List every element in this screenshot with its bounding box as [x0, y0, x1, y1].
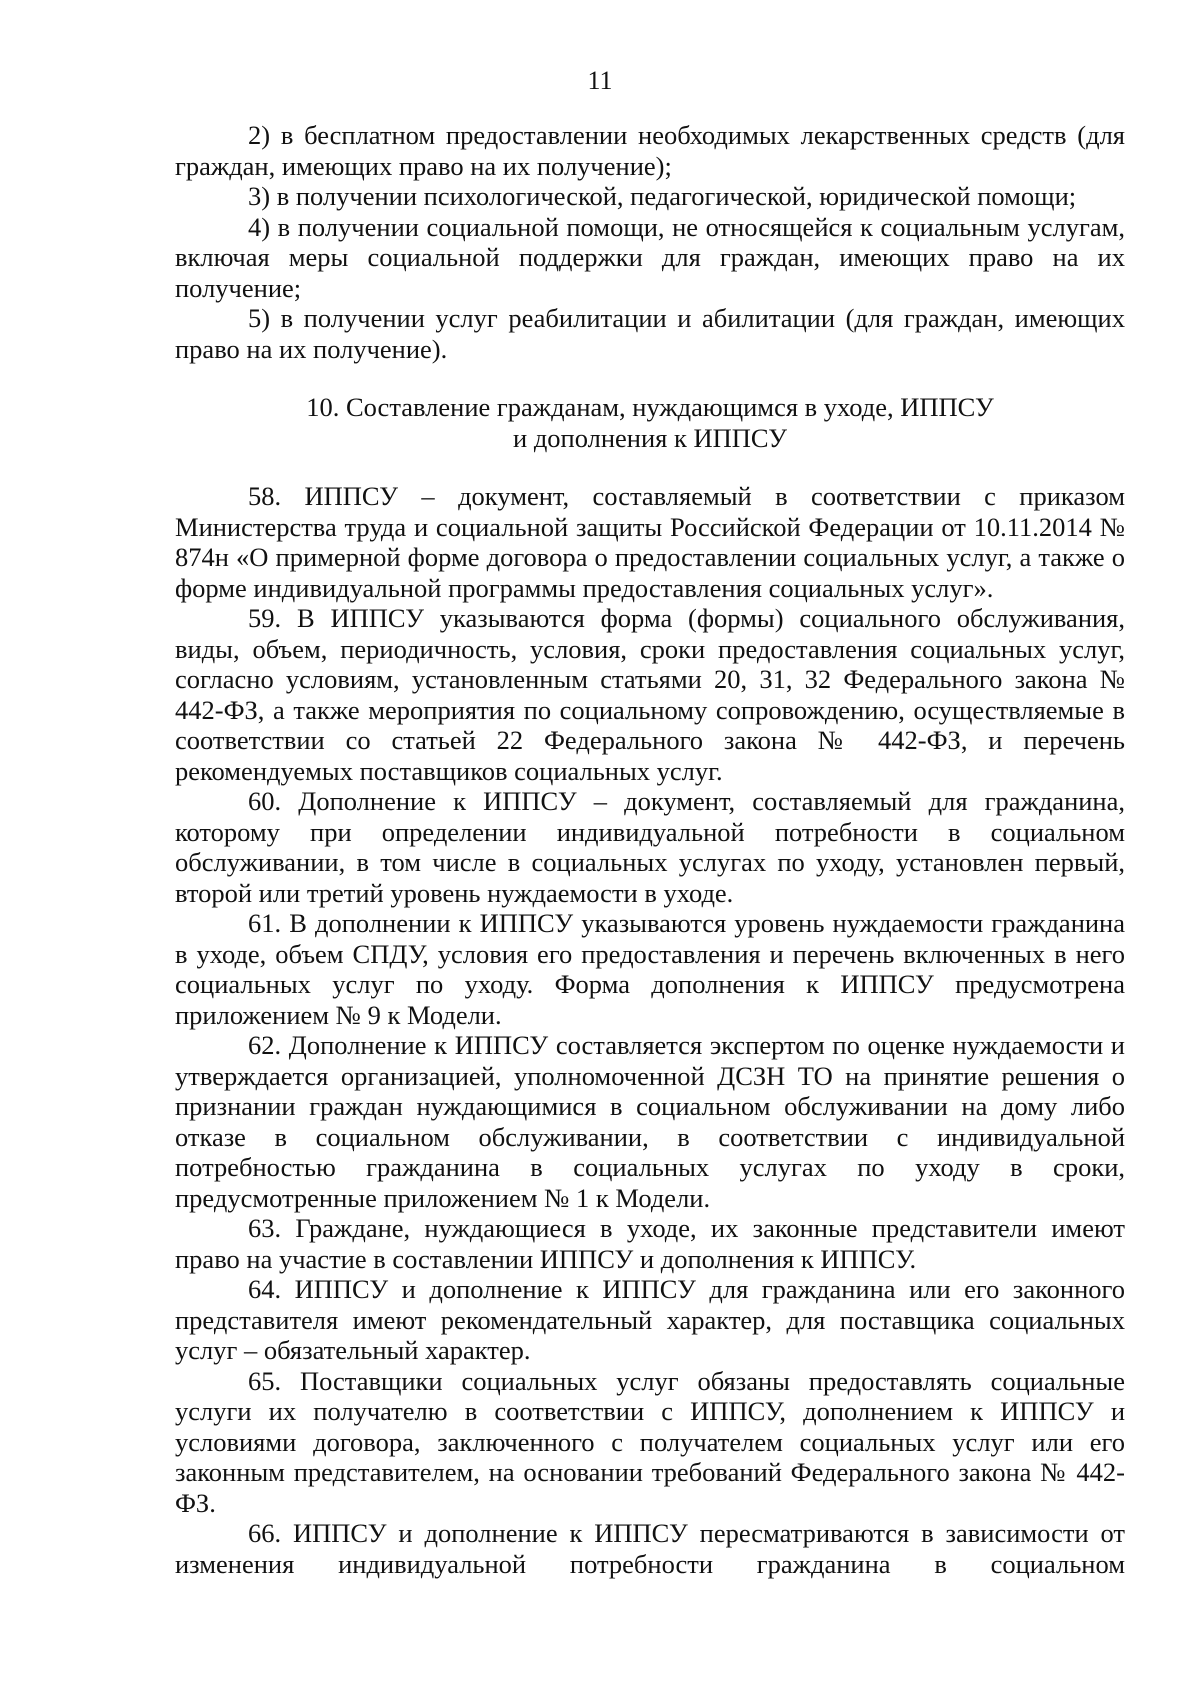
list-item: 4) в получении социальной помощи, не относящейся к социальным услугам, включая меры социальной поддержки для граждан, имеющих право на их получение;: [175, 211, 1125, 303]
list-item: 2) в бесплатном предоставлении необходимых лекарственных средств (для граждан, имеющих право на их получение);: [175, 120, 1125, 181]
section-heading-line: и дополнения к ИППСУ: [513, 422, 787, 453]
page-number: 11: [587, 66, 613, 95]
paragraph-63: 63. Граждане, нуждающиеся в уходе, их законные представители имеют право на участие в составлении ИППСУ и дополнения к ИППСУ.: [175, 1213, 1125, 1274]
paragraph-59: 59. В ИППСУ указываются форма (формы) социального обслуживания, виды, объем, периодичность, условия, сроки предоставления социальных услуг, согласно условиям, установленным статьями 20, 31, 32 Федерального закона № 442-ФЗ, а также мероприятия по социальному сопровождению, осуществляемые в соответствии со статьей 22 Федерального закона № 442-ФЗ, и перечень рекомендуемых поставщиков социальных услуг.: [175, 603, 1125, 786]
document-body: [175, 120, 1125, 1579]
list-item: 3) в получении психологической, педагогической, юридической помощи;: [248, 181, 1077, 211]
section-heading: [175, 392, 1125, 453]
paragraph-66: 66. ИППСУ и дополнение к ИППСУ пересматриваются в зависимости от изменения индивидуальной потребности гражданина в социальном: [175, 1518, 1125, 1579]
list-item: 5) в получении услуг реабилитации и абилитации (для граждан, имеющих право на их получение).: [175, 303, 1125, 364]
paragraph-60: 60. Дополнение к ИППСУ – документ, составляемый для гражданина, которому при определении индивидуальной потребности в социальном обслуживании, в том числе в социальных услугах по уходу, установлен первый, второй или третий уровень нуждаемости в уходе.: [175, 786, 1125, 908]
paragraph-65: 65. Поставщики социальных услуг обязаны предоставлять социальные услуги их получателю в соответствии с ИППСУ, дополнением к ИППСУ и условиями договора, заключенного с получателем социальных услуг или его законным представителем, на основании требований Федерального закона № 442-ФЗ.: [175, 1365, 1125, 1518]
paragraph-62: 62. Дополнение к ИППСУ составляется экспертом по оценке нуждаемости и утверждается организацией, уполномоченной ДСЗН ТО на принятие решения о признании граждан нуждающимися в социальном обслуживании на дому либо отказе в социальном обслуживании, в соответствии с индивидуальной потребностью гражданина в социальных услугах по уходу в сроки, предусмотренные приложением № 1 к Модели.: [175, 1030, 1125, 1213]
section-heading-line: 10. Составление гражданам, нуждающимся в уходе, ИППСУ: [306, 392, 994, 422]
paragraph-58: 58. ИППСУ – документ, составляемый в соответствии с приказом Министерства труда и социальной защиты Российской Федерации от 10.11.2014 № 874н «О примерной форме договора о предоставлении социальных услуг, а также о форме индивидуальной программы предоставления социальных услуг».: [175, 481, 1125, 603]
paragraph-61: 61. В дополнении к ИППСУ указываются уровень нуждаемости гражданина в уходе, объем СПДУ, условия его предоставления и перечень включенных в него социальных услуг по уходу. Форма дополнения к ИППСУ предусмотрена приложением № 9 к Модели.: [175, 908, 1125, 1030]
paragraph-64: 64. ИППСУ и дополнение к ИППСУ для гражданина или его законного представителя имеют рекомендательный характер, для поставщика социальных услуг – обязательный характер.: [175, 1274, 1125, 1365]
